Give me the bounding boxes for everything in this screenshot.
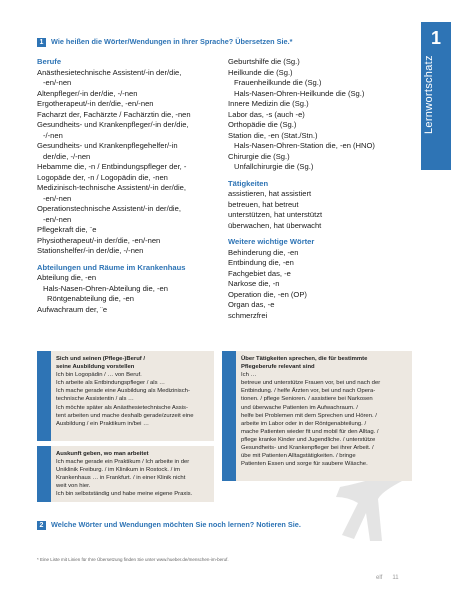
box-title: Über Tätigkeiten sprechen, die für bestimmte (241, 356, 368, 362)
box-side-bar (218, 351, 236, 481)
vocab-item: Behinderung die, -en (228, 247, 299, 257)
vocab-item: Physiotherapeut/-in der/die, -en/-nen (37, 235, 161, 245)
box-line: Ausbildung / ein Praktikum in/bei … (56, 420, 149, 427)
vocab-item: der/die, -/-nen (43, 151, 91, 161)
box-title: seine Ausbildung vorstellen (56, 364, 135, 371)
communication-box-beruf (33, 351, 214, 441)
vocab-item: assistieren, hat assistiert (228, 189, 312, 198)
box-line: Patienten Essen und sorge für saubere Wäsche. (241, 461, 368, 468)
box-line: weit von hier. (56, 483, 91, 490)
page-number-digits: 11 (392, 575, 399, 581)
vocab-item: Fachgebiet das, -e (228, 268, 291, 278)
box-side-bar (33, 446, 51, 502)
box-line: tionen. / pflege Senioren. / assistiere bei Narkosen (241, 396, 373, 403)
box-line: mache Patienten wieder fit und mobil für den Alltag. / (241, 428, 379, 435)
vocab-item: Orthopädie die (Sg.) (228, 120, 297, 129)
box-line: Ich mache gerade ein Praktikum / Ich arbeite in der (56, 459, 190, 466)
box-side-label: KOMMUNIKATION (33, 406, 38, 437)
vocab-item: Aufwachraum der, ¨e (37, 304, 108, 314)
vocab-item: -en/-nen (43, 78, 72, 87)
vocab-item: Labor das, -s (auch -e) (228, 109, 305, 119)
box-line: helfe bei Problemen mit dem Sprechen und Hören. / (241, 412, 377, 419)
vocab-item: Narkose die, -n (228, 279, 280, 288)
box-line: Gesundheits- und Krankenpfleger bei ihrer Arbeit. / (241, 445, 374, 452)
page-number (376, 575, 399, 581)
box-line: Ich mache gerade eine Ausbildung als Medizinisch- (56, 388, 190, 395)
vocab-item: Stationshelfer/-in der/die, -/-nen (37, 246, 144, 255)
box-line: Uniklinik Freiburg. / im Klinikum in Rostock. / im (56, 467, 181, 474)
vocab-item: überwachen, hat überwacht (228, 220, 322, 230)
vocab-item: -/-nen (43, 130, 63, 140)
vocab-item: unterstützen, hat unterstützt (228, 210, 323, 219)
communication-box-taetigkeiten (218, 351, 412, 481)
box-line: betreue und unterstütze Frauen vor, bei und nach der (241, 380, 381, 387)
right-column (228, 57, 375, 321)
vocab-item: Hals-Nasen-Ohren-Abteilung die, -en (43, 283, 168, 293)
box-line: Ich bin Logopädin / … von Beruf. (56, 372, 142, 379)
communication-box-arbeitsort (33, 446, 214, 502)
vocab-item: Frauenheilkunde die (Sg.) (234, 78, 322, 87)
vocab-item: -en/-nen (43, 214, 72, 224)
page-number-word: elf (376, 575, 383, 581)
box-line: Ich bin selbstständig und habe meine eigene Praxis. (56, 491, 193, 498)
vocab-item: Operation die, -en (OP) (228, 289, 307, 299)
box-line: Entbindung. / helfe Ärzten vor, bei und nach Opera- (241, 388, 376, 395)
vocab-item: Organ das, -e (228, 300, 275, 309)
vocab-item: Chirurgie die (Sg.) (228, 151, 290, 161)
vocab-item: Facharzt der, Fachärzte / Fachärztin die, -nen (37, 109, 191, 119)
task-2-number: 2 (37, 521, 46, 530)
vocab-item: Hebamme die, -n / Entbindungspfleger der, - (37, 162, 187, 171)
vocab-item: betreuen, hat betreut (228, 199, 299, 209)
box-line: arbeite im Labor oder in der Röntgenabteilung. / (241, 420, 367, 427)
section-heading-berufe: Berufe (37, 57, 62, 66)
vocab-item: Hals-Nasen-Ohren-Station die, -en (HNO) (234, 141, 375, 150)
box-title: Pflegeberufe relevant sind (241, 364, 315, 371)
vocab-item: Innere Medizin die (Sg.) (228, 99, 309, 108)
box-line: technische Assistentin / als … (56, 396, 134, 403)
left-column (37, 57, 191, 315)
task-1-text: Wie heißen die Wörter/Wendungen in Ihrer Sprache? Übersetzen Sie.* (51, 37, 293, 46)
section-heading-taetigkeiten: Tätigkeiten (228, 178, 269, 188)
vocab-item: Entbindung die, -en (228, 258, 294, 267)
vocab-item: Altenpfleger/-in der/die, -/-nen (37, 88, 138, 98)
vocab-item: Station die, -en (Stat./Stn.) (228, 130, 318, 140)
vocab-item: Abteilung die, -en (37, 273, 97, 282)
vocab-item: schmerzfrei (228, 310, 268, 320)
vocab-item: Medizinisch-technische Assistent/-in der/die, (37, 183, 186, 192)
vocab-item: Pflegekraft die, ¨e (37, 225, 97, 234)
task-1-number: 1 (37, 38, 46, 47)
box-side-label: KOMMUNIKATION (33, 467, 38, 498)
box-line: Ich … (241, 372, 257, 379)
box-line: tent arbeiten und mache deshalb gerade/zurzeit eine (56, 412, 194, 419)
vocab-item: Heilkunde die (Sg.) (228, 67, 293, 77)
task-1-heading (37, 37, 292, 47)
chapter-number: 1 (430, 28, 441, 48)
vocab-item: -en/-nen (43, 193, 72, 203)
box-line: Krankenhaus … in Frankfurt. / in einer Klinik nicht (56, 475, 186, 482)
task-2-text: Welche Wörter und Wendungen möchten Sie noch lernen? Notieren Sie. (51, 520, 301, 529)
vocab-item: Anästhesietechnische Assistent/-in der/die, (37, 67, 182, 77)
vocab-item: Unfallchirurgie die (Sg.) (234, 162, 314, 171)
box-title: Auskunft geben, wo man arbeitet (56, 451, 149, 457)
box-side-label: KOMMUNIKATION (218, 446, 223, 477)
box-line: Ich möchte später als Anästhesietechnische Assis- (56, 404, 188, 411)
vocab-item: Gesundheits- und Krankenpflegehelfer/-in (37, 141, 178, 150)
vocab-item: Geburtshilfe die (Sg.) (228, 57, 300, 66)
footnote: * Eine Liste mit Linien für Ihre Übersetzung finden Sie unter www.hueber.de/menschen-im-beruf. (37, 557, 229, 562)
vocab-item: Röntgenabteilung die, -en (47, 294, 134, 303)
task-2-heading (37, 520, 301, 530)
box-line: und überwache Patienten im Aufwachraum. / (241, 404, 358, 411)
section-heading-weitere: Weitere wichtige Wörter (228, 237, 315, 246)
box-line: übe mit Patienten Alltagstätigkeiten. / bringe (241, 453, 356, 460)
box-side-bar (33, 351, 51, 441)
vocab-item: Gesundheits- und Krankenpfleger/-in der/die, (37, 120, 189, 129)
section-heading-abteilungen: Abteilungen und Räume im Krankenhaus (37, 262, 186, 272)
vocab-item: Hals-Nasen-Ohren-Heilkunde die (Sg.) (234, 88, 365, 98)
vocab-item: Operationstechnische Assistent/-in der/die, (37, 204, 181, 213)
box-line: pflege kranke Kinder und Jugendliche. / unterstütze (241, 436, 376, 443)
chapter-tab (421, 22, 451, 170)
chapter-tab-label: Lernwortschatz (423, 55, 435, 134)
vocab-item: Logopäde der, -n / Logopädin die, -nen (37, 172, 168, 182)
box-line: Ich arbeite als Entbindungspfleger / als … (56, 380, 166, 387)
box-title: Sich und seinen (Pflege-)Beruf / (56, 356, 146, 362)
vocab-item: Ergotherapeut/-in der/die, -en/-nen (37, 99, 154, 108)
